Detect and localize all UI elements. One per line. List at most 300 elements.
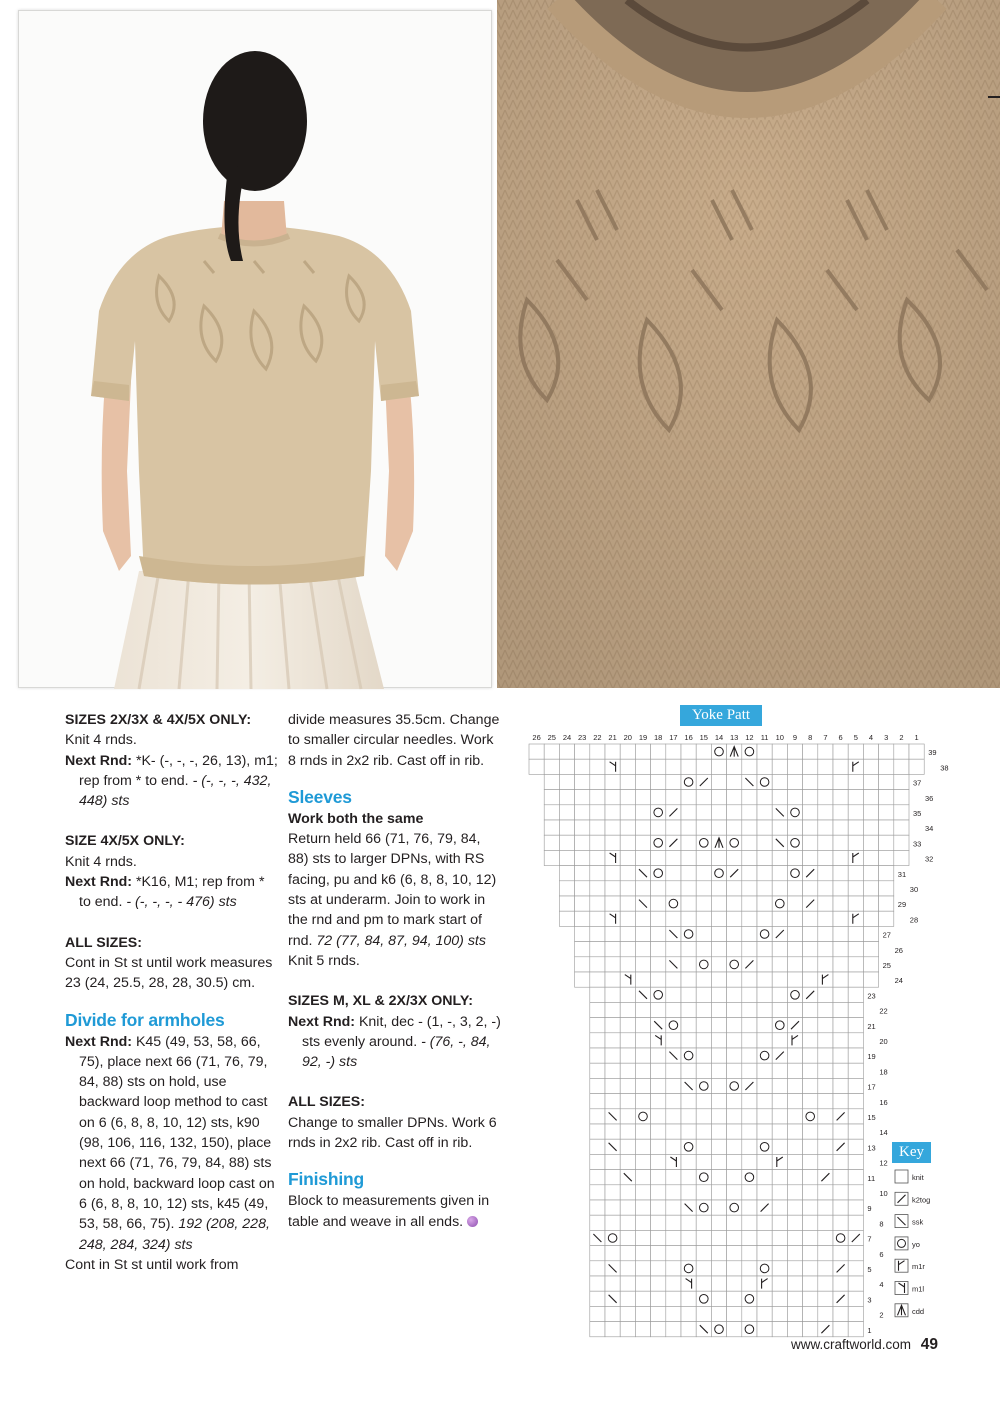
- model-illustration: [19, 11, 493, 689]
- chart-cell: [833, 866, 848, 881]
- chart-cell: [559, 774, 574, 789]
- chart-cell: [620, 1230, 635, 1245]
- chart-cell: [757, 926, 772, 941]
- chart-cell: [848, 1048, 863, 1063]
- chart-cell: [666, 1200, 681, 1215]
- chart-cell: [848, 774, 863, 789]
- chart-cell: [757, 759, 772, 774]
- chart-cell: [651, 957, 666, 972]
- chart-cell: [757, 942, 772, 957]
- chart-cell: [818, 835, 833, 850]
- chart-cell: [666, 744, 681, 759]
- chart-cell: [681, 1246, 696, 1261]
- chart-cell: [894, 805, 909, 820]
- chart-col-number: 13: [730, 733, 739, 742]
- chart-cell: [651, 774, 666, 789]
- chart-cell: [635, 1139, 650, 1154]
- chart-cell: [879, 881, 894, 896]
- chart-cell: [711, 1306, 726, 1321]
- chart-row-number: 23: [867, 991, 876, 1001]
- chart-cell: [742, 1261, 757, 1276]
- chart-cell: [772, 1154, 787, 1169]
- chart-row-number: 14: [879, 1128, 888, 1138]
- chart-cell: [696, 957, 711, 972]
- chart-cell: [772, 1276, 787, 1291]
- chart-cell: [848, 1109, 863, 1124]
- chart-cell: [559, 744, 574, 759]
- chart-cell: [666, 972, 681, 987]
- chart-cell: [681, 820, 696, 835]
- chart-cell: [651, 911, 666, 926]
- chart-cell: [894, 744, 909, 759]
- chart-cell: [818, 850, 833, 865]
- chart-cell: [605, 987, 620, 1002]
- chart-cell: [666, 1215, 681, 1230]
- chart-cell: [635, 1230, 650, 1245]
- chart-row-number: 35: [913, 809, 922, 818]
- chart-col-number: 4: [868, 733, 874, 742]
- chart-cell: [635, 1306, 650, 1321]
- section-heading: ALL SIZES:: [65, 934, 142, 951]
- chart-cell: [635, 957, 650, 972]
- chart-cell: [772, 1306, 787, 1321]
- chart-cell: [833, 759, 848, 774]
- chart-cell: [727, 1246, 742, 1261]
- chart-cell: [727, 1018, 742, 1033]
- chart-col-number: 2: [899, 733, 904, 742]
- section-heading: SIZES M, XL & 2X/3X ONLY:: [288, 993, 474, 1010]
- chart-cell: [772, 942, 787, 957]
- page-edge-mark: [988, 96, 1000, 98]
- chart-cell: [818, 1139, 833, 1154]
- chart-cell: [620, 759, 635, 774]
- instruction-paragraph: [288, 1012, 503, 1073]
- chart-cell: [605, 942, 620, 957]
- chart-col-number: 16: [684, 733, 693, 742]
- chart-cell: [787, 896, 802, 911]
- chart-cell: [757, 1185, 772, 1200]
- chart-cell: [590, 1078, 605, 1093]
- chart-cell: [848, 1276, 863, 1291]
- chart-cell: [863, 744, 878, 759]
- chart-cell: [772, 1002, 787, 1017]
- chart-cell: [635, 759, 650, 774]
- chart-cell: [605, 896, 620, 911]
- chart-cell: [818, 1154, 833, 1169]
- chart-cell: [711, 1261, 726, 1276]
- chart-cell: [727, 942, 742, 957]
- chart-cell: [651, 759, 666, 774]
- instruction-paragraph: [65, 751, 280, 812]
- chart-cell: [742, 896, 757, 911]
- chart-cell: [787, 1246, 802, 1261]
- chart-cell: [848, 835, 863, 850]
- key-label: m1l: [912, 1284, 925, 1294]
- chart-key: [892, 1168, 952, 1328]
- chart-cell: [772, 1033, 787, 1048]
- chart-cell: [605, 1322, 620, 1337]
- chart-cell: [651, 1322, 666, 1337]
- instruction-line: Knit 5 rnds.: [288, 952, 360, 969]
- chart-cell: [742, 1124, 757, 1139]
- chart-cell: [818, 987, 833, 1002]
- chart-cell: [544, 790, 559, 805]
- chart-cell: [711, 1246, 726, 1261]
- chart-cell: [681, 1139, 696, 1154]
- chart-cell: [711, 881, 726, 896]
- chart-row-number: 11: [867, 1173, 876, 1183]
- chart-cell: [833, 1230, 848, 1245]
- chart-cell: [711, 1139, 726, 1154]
- chart-row-number: 2: [879, 1310, 884, 1320]
- chart-cell: [803, 911, 818, 926]
- chart-cell: [742, 926, 757, 941]
- chart-cell: [605, 926, 620, 941]
- chart-cell: [727, 1124, 742, 1139]
- chart-cell: [833, 987, 848, 1002]
- key-title: Key: [892, 1142, 931, 1163]
- chart-cell: [666, 1291, 681, 1306]
- instruction-text: Block to measurements given in table and weave in all ends.: [288, 1193, 490, 1230]
- chart-row-number: 29: [897, 900, 907, 910]
- chart-cell: [727, 1139, 742, 1154]
- chart-row-number: 19: [867, 1052, 876, 1062]
- chart-cell: [681, 866, 696, 881]
- chart-cell: [575, 926, 590, 941]
- chart-cell: [742, 744, 757, 759]
- chart-cell: [635, 1094, 650, 1109]
- chart-row-number: 37: [913, 778, 922, 788]
- chart-cell: [787, 1215, 802, 1230]
- chart-cell: [833, 1154, 848, 1169]
- chart-cell: [818, 1048, 833, 1063]
- chart-cell: [696, 790, 711, 805]
- chart-col-number: 19: [638, 733, 648, 742]
- chart-cell: [818, 1094, 833, 1109]
- chart-cell: [818, 759, 833, 774]
- chart-cell: [848, 942, 863, 957]
- chart-cell: [848, 1078, 863, 1093]
- chart-cell: [727, 1215, 742, 1230]
- instruction-paragraph: [288, 829, 503, 951]
- chart-cell: [651, 835, 666, 850]
- chart-cell: [590, 1200, 605, 1215]
- chart-cell: [651, 926, 666, 941]
- chart-cell: [666, 1230, 681, 1245]
- chart-cell: [742, 1276, 757, 1291]
- chart-cell: [575, 835, 590, 850]
- instruction-paragraph: [65, 1032, 280, 1255]
- chart-cell: [696, 1154, 711, 1169]
- chart-cell: [620, 1215, 635, 1230]
- chart-col-number: 17: [669, 733, 678, 742]
- chart-cell: [651, 866, 666, 881]
- chart-cell: [681, 911, 696, 926]
- chart-cell: [711, 972, 726, 987]
- chart-cell: [696, 1063, 711, 1078]
- key-label: ssk: [912, 1217, 924, 1227]
- chart-cell: [787, 1033, 802, 1048]
- chart-cell: [848, 881, 863, 896]
- chart-cell: [711, 759, 726, 774]
- chart-cell: [894, 850, 909, 865]
- chart-row-number: 13: [867, 1143, 876, 1153]
- chart-cell: [575, 774, 590, 789]
- chart-cell: [742, 1185, 757, 1200]
- chart-cell: [711, 1291, 726, 1306]
- chart-cell: [711, 805, 726, 820]
- chart-cell: [559, 820, 574, 835]
- chart-cell: [666, 850, 681, 865]
- chart-cell: [590, 790, 605, 805]
- chart-cell: [590, 881, 605, 896]
- chart-cell: [818, 896, 833, 911]
- chart-cell: [742, 790, 757, 805]
- chart-cell: [833, 805, 848, 820]
- chart-cell: [772, 820, 787, 835]
- chart-cell: [590, 972, 605, 987]
- chart-cell: [651, 1094, 666, 1109]
- chart-cell: [787, 1185, 802, 1200]
- chart-cell: [757, 987, 772, 1002]
- key-label: knit: [912, 1173, 924, 1182]
- stitch-count: 192 (208, 228, 248, 284, 324) sts: [79, 1216, 270, 1253]
- chart-col-number: 3: [884, 733, 889, 742]
- chart-cell: [787, 835, 802, 850]
- chart-cell: [651, 1246, 666, 1261]
- chart-cell: [787, 1291, 802, 1306]
- chart-cell: [605, 1033, 620, 1048]
- chart-cell: [863, 881, 878, 896]
- chart-cell: [696, 1185, 711, 1200]
- chart-cell: [742, 972, 757, 987]
- chart-cell: [803, 805, 818, 820]
- chart-cell: [727, 805, 742, 820]
- chart-cell: [879, 790, 894, 805]
- chart-cell: [772, 881, 787, 896]
- chart-cell: [559, 881, 574, 896]
- chart-cell: [605, 744, 620, 759]
- chart-cell: [605, 835, 620, 850]
- chart-cell: [711, 790, 726, 805]
- chart-cell: [681, 926, 696, 941]
- chart-col-number: 21: [608, 733, 617, 742]
- chart-cell: [605, 1306, 620, 1321]
- chart-cell: [848, 1185, 863, 1200]
- chart-cell: [742, 1322, 757, 1337]
- key-swatch: [895, 1170, 908, 1183]
- chart-cell: [559, 866, 574, 881]
- chart-cell: [681, 957, 696, 972]
- chart-cell: [651, 896, 666, 911]
- chart-row-number: 15: [867, 1113, 876, 1122]
- chart-cell: [696, 1002, 711, 1017]
- chart-cell: [727, 972, 742, 987]
- chart-cell: [696, 1124, 711, 1139]
- chart-col-number: 8: [808, 733, 813, 742]
- chart-cell: [666, 759, 681, 774]
- chart-cell: [833, 774, 848, 789]
- chart-cell: [544, 744, 559, 759]
- chart-cell: [711, 987, 726, 1002]
- key-label: yo: [912, 1239, 920, 1249]
- chart-cell: [803, 881, 818, 896]
- chart-cell: [803, 1154, 818, 1169]
- chart-cell: [590, 759, 605, 774]
- chart-cell: [635, 881, 650, 896]
- chart-cell: [711, 1215, 726, 1230]
- chart-cell: [863, 759, 878, 774]
- chart-cell: [711, 1033, 726, 1048]
- chart-cell: [833, 835, 848, 850]
- chart-cell: [635, 1170, 650, 1185]
- chart-cell: [863, 820, 878, 835]
- chart-cell: [803, 1230, 818, 1245]
- chart-cell: [879, 896, 894, 911]
- chart-cell: [727, 1078, 742, 1093]
- chart-cell: [787, 1261, 802, 1276]
- key-label: cdd: [912, 1306, 925, 1316]
- chart-cell: [772, 1124, 787, 1139]
- chart-cell: [696, 1200, 711, 1215]
- chart-col-number: 10: [775, 733, 784, 742]
- chart-cell: [742, 1018, 757, 1033]
- instruction-paragraph: Change to smaller DPNs. Work 6 rnds in 2x2 rib. Cast off in rib.: [288, 1114, 497, 1152]
- chart-cell: [620, 1306, 635, 1321]
- chart-cell: [863, 774, 878, 789]
- chart-cell: [620, 957, 635, 972]
- chart-cell: [711, 1124, 726, 1139]
- chart-cell: [635, 805, 650, 820]
- chart-cell: [787, 1048, 802, 1063]
- chart-cell: [787, 1063, 802, 1078]
- chart-cell: [711, 911, 726, 926]
- stitch-count: 72 (77, 84, 87, 94, 100) sts: [316, 932, 486, 949]
- chart-cell: [620, 881, 635, 896]
- chart-cell: [681, 1063, 696, 1078]
- chart-cell: [666, 1185, 681, 1200]
- chart-cell: [772, 1185, 787, 1200]
- chart-cell: [605, 774, 620, 789]
- chart-cell: [727, 1048, 742, 1063]
- chart-cell: [590, 1109, 605, 1124]
- row-label: Next Rnd:: [65, 1033, 132, 1050]
- chart-cell: [590, 911, 605, 926]
- chart-cell: [590, 896, 605, 911]
- chart-cell: [681, 896, 696, 911]
- chart-row-number: 6: [879, 1249, 884, 1259]
- chart-cell: [818, 866, 833, 881]
- chart-cell: [879, 744, 894, 759]
- chart-cell: [727, 1261, 742, 1276]
- chart-cell: [605, 790, 620, 805]
- chart-cell: [651, 1154, 666, 1169]
- chart-cell: [848, 896, 863, 911]
- chart-cell: [575, 759, 590, 774]
- chart-cell: [787, 972, 802, 987]
- chart-cell: [590, 1261, 605, 1276]
- chart-cell: [666, 1078, 681, 1093]
- chart-cell: [848, 1322, 863, 1337]
- chart-cell: [727, 1185, 742, 1200]
- chart-cell: [818, 1246, 833, 1261]
- chart-cell: [818, 1078, 833, 1093]
- chart-cell: [772, 1078, 787, 1093]
- chart-cell: [863, 942, 878, 957]
- chart-cell: [803, 1063, 818, 1078]
- chart-cell: [772, 850, 787, 865]
- chart-row-number: 9: [867, 1204, 872, 1214]
- instruction-text: Return held 66 (71, 76, 79, 84, 88) sts to larger DPNs, with RS facing, pu and k6 (6, 8, 8, 10, 12) sts at underarm. Join to work in the rnd and pm to mark start of rnd.: [288, 831, 497, 949]
- chart-cell: [742, 1109, 757, 1124]
- chart-cell: [787, 1322, 802, 1337]
- chart-cell: [787, 1200, 802, 1215]
- chart-cell: [863, 790, 878, 805]
- page-footer: [791, 1336, 938, 1354]
- chart-cell: [696, 926, 711, 941]
- chart-cell: [696, 835, 711, 850]
- section-heading: ALL SIZES:: [288, 1094, 365, 1111]
- chart-cell: [803, 1002, 818, 1017]
- chart-cell: [818, 942, 833, 957]
- chart-cell: [909, 759, 924, 774]
- chart-cell: [787, 911, 802, 926]
- instruction-line: Knit 4 rnds.: [65, 732, 137, 749]
- chart-cell: [590, 805, 605, 820]
- chart-cell: [863, 896, 878, 911]
- chart-row-number: 24: [894, 976, 903, 986]
- instructions-column-2: [288, 710, 503, 1232]
- chart-cell: [727, 850, 742, 865]
- chart-cell: [666, 881, 681, 896]
- chart-cell: [681, 1048, 696, 1063]
- chart-cell: [635, 820, 650, 835]
- chart-cell: [666, 987, 681, 1002]
- chart-cell: [848, 820, 863, 835]
- chart-cell: [666, 1261, 681, 1276]
- chart-cell: [651, 1185, 666, 1200]
- chart-col-number: 22: [593, 733, 602, 742]
- instruction-text: K45 (49, 53, 58, 66, 75), place next 66 (71, 76, 79, 84, 88) sts on hold, use backward loop method to cast on 6 (6, 8, 8, 10, 12) sts, k90 (98, 106, 116, 132, 150), place next 66 (71, 76, 79, 84, 88) sts on hold, backward loop cast on 6 (6, 8, 8, 10, 12) sts, k45 (49, 53, 58, 66, 75).: [79, 1033, 275, 1233]
- chart-cell: [863, 805, 878, 820]
- chart-cell: [681, 972, 696, 987]
- chart-cell: [848, 1033, 863, 1048]
- chart-cell: [757, 896, 772, 911]
- chart-cell: [833, 942, 848, 957]
- chart-cell: [651, 790, 666, 805]
- chart-cell: [803, 790, 818, 805]
- section-title-sleeves: Sleeves: [288, 786, 352, 807]
- chart-cell: [590, 926, 605, 941]
- chart-cell: [605, 805, 620, 820]
- chart-cell: [711, 1063, 726, 1078]
- chart-cell: [666, 1322, 681, 1337]
- chart-cell: [651, 1306, 666, 1321]
- chart-cell: [742, 1139, 757, 1154]
- chart-cell: [711, 1018, 726, 1033]
- chart-cell: [848, 1215, 863, 1230]
- instruction-paragraph: [288, 1191, 503, 1232]
- chart-cell: [681, 987, 696, 1002]
- chart-title: Yoke Patt: [680, 705, 762, 726]
- chart-cell: [620, 1109, 635, 1124]
- yoke-closeup-photo: [497, 0, 1000, 688]
- chart-cell: [757, 820, 772, 835]
- chart-cell: [651, 1002, 666, 1017]
- chart-cell: [635, 1078, 650, 1093]
- chart-cell: [863, 850, 878, 865]
- chart-cell: [696, 1018, 711, 1033]
